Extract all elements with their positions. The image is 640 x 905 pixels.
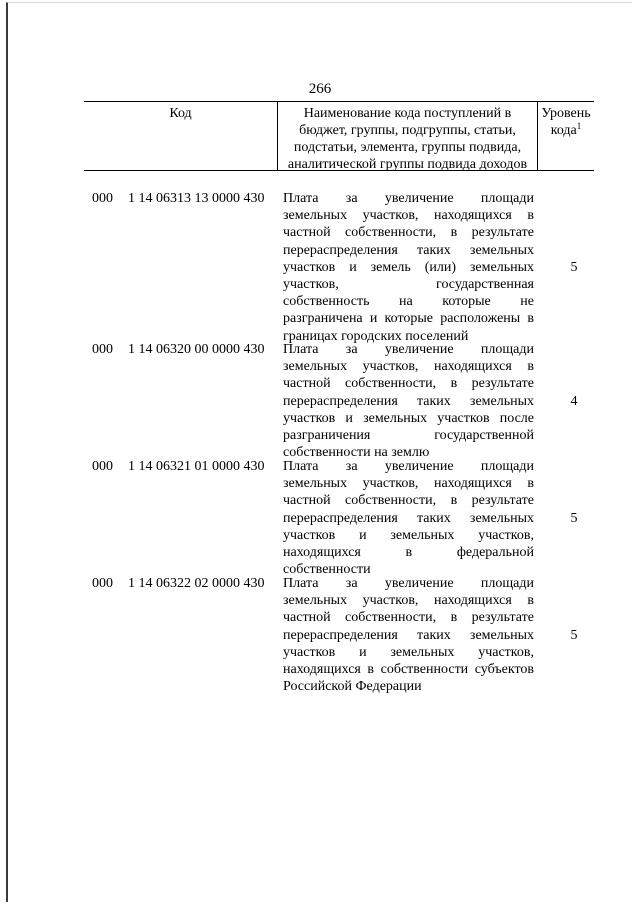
- row-name-line: частной собственности, в результате: [283, 225, 534, 241]
- row-name-line: перераспределения таких земельных: [283, 393, 534, 409]
- row-prefix: 000: [92, 576, 113, 591]
- header-level-line: Уровень: [541, 106, 591, 121]
- table-row: [84, 458, 594, 578]
- header-name-line: Наименование кода поступлений в: [303, 106, 512, 121]
- table-header: [84, 101, 594, 171]
- header-name: [277, 102, 538, 170]
- row-level: 5: [570, 259, 578, 275]
- row-name-line: границах городских поселений: [283, 328, 469, 344]
- row-name-line: земельных участков, находящихся в: [283, 208, 534, 224]
- table-row: [84, 575, 594, 695]
- row-name-line: Плата за увеличение площади: [283, 191, 534, 206]
- row-name-line: перераспределения таких земельных: [283, 510, 534, 526]
- row-name-line: частной собственности, в результате: [283, 493, 534, 509]
- row-name-line: земельных участков, находящихся в: [283, 476, 534, 492]
- row-prefix: 000: [92, 191, 113, 206]
- header-level: [538, 102, 594, 170]
- row-name-line: участков и земельных участков после: [283, 410, 534, 426]
- row-name: [283, 341, 534, 461]
- row-prefix: 000: [92, 459, 113, 474]
- row-name-line: перераспределения таких земельных: [283, 242, 534, 258]
- row-name-line: Плата за увеличение площади: [283, 342, 534, 357]
- row-name-line: земельных участков, находящихся в: [283, 359, 534, 375]
- row-name: [283, 190, 534, 345]
- row-name-line: Российской Федерации: [283, 679, 422, 695]
- row-name-line: разграничена и которые расположены в: [283, 311, 534, 327]
- row-name-line: частной собственности, в результате: [283, 610, 534, 626]
- row-level: 5: [570, 627, 578, 643]
- row-name-line: собственности: [283, 562, 371, 578]
- header-name-line: аналитической группы подвида доходов: [287, 157, 528, 172]
- header-name-line: бюджет, группы, подгруппы, статьи,: [299, 123, 516, 138]
- row-code: 1 14 06321 01 0000 430: [128, 459, 265, 474]
- row-name-line: находящихся в собственности субъектов: [283, 662, 534, 678]
- row-code: 1 14 06313 13 0000 430: [128, 191, 265, 206]
- row-name-line: частной собственности, в результате: [283, 376, 534, 392]
- row-name-line: перераспределения таких земельных: [283, 627, 534, 643]
- row-name-line: земельных участков, находящихся в: [283, 593, 534, 609]
- header-code: Код: [169, 106, 192, 121]
- header-level-word: кода: [550, 123, 577, 138]
- row-name-line: находящихся в федеральной: [283, 545, 534, 561]
- row-code: 1 14 06320 00 0000 430: [128, 342, 265, 357]
- row-name-line: Плата за увеличение площади: [283, 576, 534, 591]
- row-name: [283, 575, 534, 695]
- row-code: 1 14 06322 02 0000 430: [128, 576, 265, 591]
- row-name-line: разграничения государственной: [283, 428, 534, 444]
- row-name-line: участков и земель (или) земельных: [283, 259, 534, 275]
- row-name-line: Плата за увеличение площади: [283, 459, 534, 474]
- table-row: [84, 190, 594, 345]
- row-name-line: участков, государственная: [283, 277, 534, 293]
- row-name-line: собственность на которые не: [283, 294, 534, 310]
- page-number: 266: [308, 81, 332, 97]
- row-level: 4: [570, 393, 578, 409]
- header-level-line: [538, 122, 594, 139]
- row-name-line: участков и земельных участков,: [283, 527, 534, 543]
- row-level: 5: [570, 510, 578, 526]
- row-name-line: собственности на землю: [283, 445, 430, 461]
- row-name: [283, 458, 534, 578]
- row-name-line: участков и земельных участков,: [283, 644, 534, 660]
- row-prefix: 000: [92, 342, 113, 357]
- header-name-line: подстатьи, элемента, группы подвида,: [293, 140, 522, 155]
- table-row: [84, 341, 594, 461]
- footnote-marker: 1: [576, 121, 582, 131]
